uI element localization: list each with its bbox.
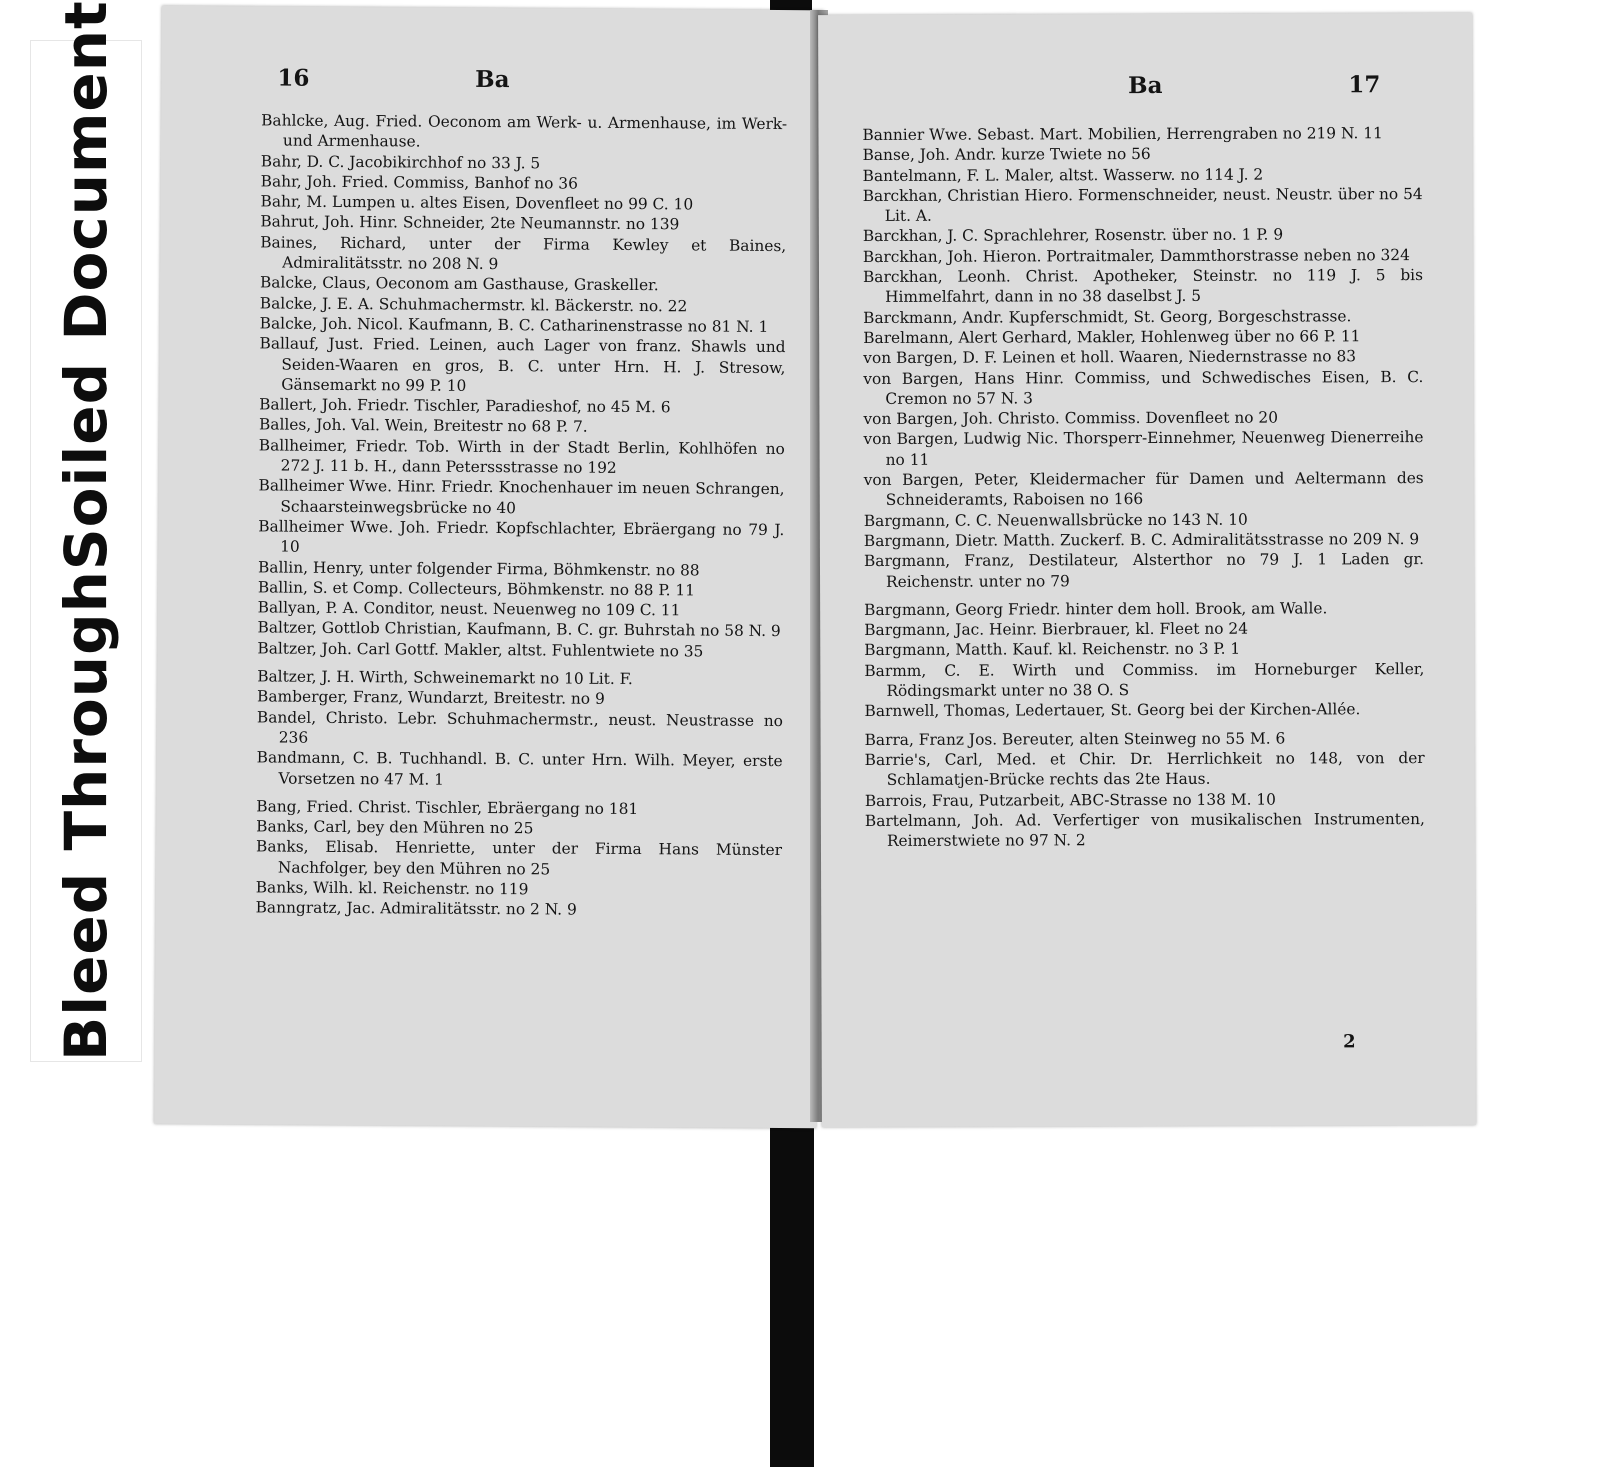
directory-entry: Bahr, M. Lumpen u. altes Eisen, Dovenfleet no 99 C. 10 [260, 192, 694, 214]
directory-entry: Balles, Joh. Val. Wein, Breitestr no 68 P. 7. [258, 415, 588, 437]
directory-entry: von Bargen, Joh. Christo. Commiss. Dovenfleet no 20 [863, 408, 1279, 429]
directory-entry: Barckhan, J. C. Sprachlehrer, Rosenstr. über no. 1 P. 9 [862, 226, 1284, 246]
side-label-panel [30, 0, 142, 1062]
directory-entry: Bargmann, C. C. Neuenwallsbrücke no 143 N. 10 [863, 510, 1248, 530]
directory-entry: Bang, Fried. Christ. Tischler, Ebräergang no 181 [256, 797, 639, 818]
directory-entry: Bahrut, Joh. Hinr. Schneider, 2te Neumannstr. no 139 [260, 212, 680, 234]
directory-entry: Baltzer, Joh. Carl Gottf. Makler, altst. Fuhlentwiete no 35 [257, 639, 704, 661]
right-page-number: 17 [1348, 71, 1381, 99]
directory-entry: Banks, Carl, bey den Mühren no 25 [256, 817, 534, 838]
directory-entry: Bahr, Joh. Fried. Commiss, Banhof no 36 [260, 172, 578, 193]
directory-entry: Ballin, S. et Comp. Collecteurs, Böhmkenstr. no 88 P. 11 [257, 578, 696, 600]
directory-entry: Ballin, Henry, unter folgender Firma, Böhmkenstr. no 88 [257, 557, 700, 580]
directory-entry: Ballheimer Wwe. Hinr. Friedr. Knochenhauer im neuen Schrangen, Schaarsteinwegsbrücke no 40 [258, 476, 785, 517]
directory-entry: Baltzer, Gottlob Christian, Kaufmann, B. C. gr. Buhrstah no 58 N. 9 [257, 618, 781, 641]
soiled-document-label: Soiled Document [52, 0, 120, 571]
left-page-number: 16 [277, 64, 310, 92]
directory-entry: Bargmann, Georg Friedr. hinter dem holl. Brook, am Walle. [864, 599, 1328, 619]
directory-entry: von Bargen, Ludwig Nic. Thorsperr-Einnehmer, Neuenweg Dienerreihe no 11 [863, 428, 1424, 469]
directory-entry: Barckmann, Andr. Kupferschmidt, St. Georg, Borgeschstrasse. [863, 306, 1352, 327]
directory-entry: Banks, Wilh. kl. Reichenstr. no 119 [255, 878, 529, 899]
bleed-through-label: Bleed Through [52, 570, 120, 1061]
directory-entry: Barckhan, Christian Hiero. Formenschneider, neust. Neustr. über no 54 Lit. A. [862, 184, 1423, 226]
directory-entry: von Bargen, Peter, Kleidermacher für Damen und Aeltermann des Schneideramts, Raboisen no 166 [863, 469, 1424, 510]
directory-entry: Bargmann, Dietr. Matth. Zuckerf. B. C. Admiralitätsstrasse no 209 N. 9 [863, 529, 1420, 550]
right-page-header [818, 71, 1472, 113]
directory-entry: Bargmann, Matth. Kauf. kl. Reichenstr. no 3 P. 1 [864, 640, 1241, 660]
directory-entry: Bantelmann, F. L. Maler, altst. Wasserw. no 114 J. 2 [862, 165, 1264, 185]
directory-entry: von Bargen, Hans Hinr. Commiss, und Schwedisches Eisen, B. C. Cremon no 57 N. 3 [863, 367, 1424, 408]
directory-entry: Balcke, Claus, Oeconom am Gasthause, Graskeller. [259, 273, 659, 295]
directory-entry: Banks, Elisab. Henriette, unter der Firma Hans Münster Nachfolger, bey den Mühren no 25 [255, 837, 783, 879]
directory-entry: von Bargen, D. F. Leinen et holl. Waaren, Niedernstrasse no 83 [863, 347, 1357, 368]
bottom-binding-strap [770, 1112, 814, 1467]
book-spread [150, 0, 1480, 1130]
left-page [154, 6, 824, 1129]
directory-entry: Banse, Joh. Andr. kurze Twiete no 56 [862, 145, 1151, 165]
directory-entry: Barra, Franz Jos. Bereuter, alten Steinweg no 55 M. 6 [864, 729, 1286, 749]
directory-entry: Bamberger, Franz, Wundarzt, Breitestr. no 9 [257, 687, 605, 709]
directory-entry: Bannier Wwe. Sebast. Mart. Mobilien, Herrengraben no 219 N. 11 [862, 124, 1383, 144]
directory-entry: Barrie's, Carl, Med. et Chir. Dr. Herrlichkeit no 148, von der Schlamatjen-Brücke rechts das 2te Haus. [864, 748, 1425, 790]
directory-entry: Bahr, D. C. Jacobikirchhof no 33 J. 5 [260, 151, 541, 172]
left-entry-list [256, 110, 788, 921]
side-label-text [36, 0, 136, 1061]
directory-entry: Baines, Richard, unter der Firma Kewley et Baines, Admiralitätsstr. no 208 N. 9 [260, 233, 787, 274]
directory-entry: Ballheimer Wwe. Joh. Friedr. Kopfschlachter, Ebräergang no 79 J. 10 [258, 517, 785, 556]
directory-entry: Ballert, Joh. Friedr. Tischler, Paradieshof, no 45 M. 6 [259, 395, 671, 417]
directory-entry: Barckhan, Joh. Hieron. Portraitmaler, Dammthorstrasse neben no 324 [862, 245, 1410, 266]
directory-entry: Barrois, Frau, Putzarbeit, ABC-Strasse no 138 M. 10 [864, 790, 1276, 810]
left-page-header [161, 64, 823, 109]
directory-entry: Balcke, Joh. Nicol. Kaufmann, B. C. Catharinenstrasse no 81 N. 1 [259, 314, 769, 336]
directory-entry: Barnwell, Thomas, Ledertauer, St. Georg bei der Kirchen-Allée. [864, 700, 1361, 721]
directory-entry: Bargmann, Jac. Heinr. Bierbrauer, kl. Fleet no 24 [864, 619, 1249, 640]
directory-entry: Bahlcke, Aug. Fried. Oeconom am Werk- u. Armenhause, im Werk- und Armenhause. [261, 111, 788, 151]
directory-entry: Barelmann, Alert Gerhard, Makler, Hohlenweg über no 66 P. 11 [863, 327, 1361, 347]
left-page-heading: Ba [475, 65, 510, 94]
directory-entry: Bandmann, C. B. Tuchhandl. B. C. unter Hrn. Wilh. Meyer, erste Vorsetzen no 47 M. 1 [256, 748, 783, 789]
directory-entry: Bargmann, Franz, Destilateur, Alsterthor no 79 J. 1 Laden gr. Reichenstr. unter no 79 [863, 550, 1424, 591]
directory-entry: Ballyan, P. A. Conditor, neust. Neuenweg no 109 C. 11 [257, 598, 681, 620]
signature-mark: 2 [1343, 1031, 1356, 1053]
directory-entry: Banngratz, Jac. Admiralitätsstr. no 2 N. 9 [255, 898, 577, 919]
directory-entry: Balcke, J. E. A. Schuhmachermstr. kl. Bäckerstr. no. 22 [259, 294, 688, 316]
directory-entry: Ballheimer, Friedr. Tob. Wirth in der Stadt Berlin, Kohlhöfen no 272 J. 11 b. H., dann Peterssstrasse no 192 [258, 436, 785, 477]
right-page [818, 13, 1476, 1127]
directory-entry: Barckhan, Leonh. Christ. Apotheker, Steinstr. no 119 J. 5 bis Himmelfahrt, dann in no 38 daselbst J. 5 [862, 266, 1424, 307]
directory-entry: Ballauf, Just. Fried. Leinen, auch Lager von franz. Shawls und Seiden-Waaren en gros, B. C. unter Hrn. H. J. Stresow, Gänsemarkt no 99 P. 10 [259, 334, 786, 395]
directory-entry: Baltzer, J. H. Wirth, Schweinemarkt no 10 Lit. F. [257, 667, 633, 689]
directory-entry: Bartelmann, Joh. Ad. Verfertiger von musikalischen Instrumenten, Reimerstwiete no 97 N. 2 [864, 809, 1425, 851]
directory-entry: Barmm, C. E. Wirth und Commiss. im Horneburger Keller, Rödingsmarkt unter no 38 O. S [864, 659, 1425, 700]
directory-entry: Bandel, Christo. Lebr. Schuhmachermstr., neust. Neustrasse no 236 [256, 707, 783, 747]
right-entry-list [862, 123, 1425, 851]
right-page-heading: Ba [1128, 71, 1163, 100]
